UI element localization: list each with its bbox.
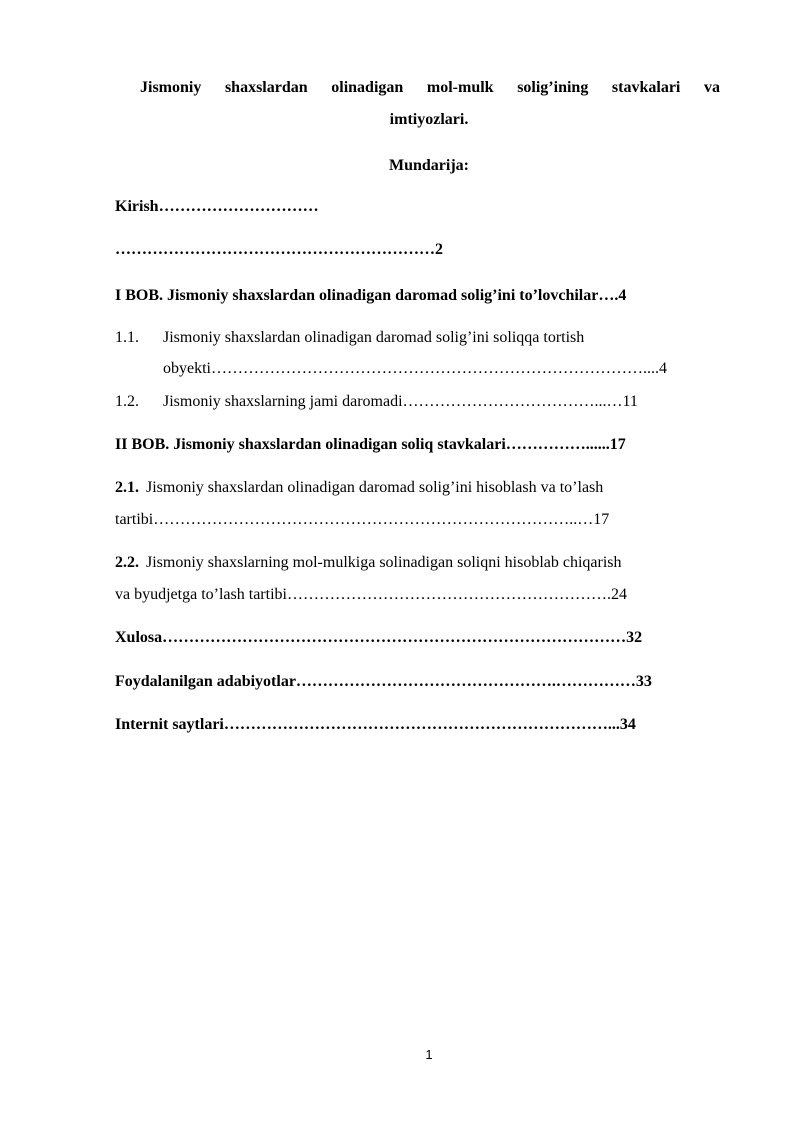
- toc-section-2-1-number: 2.1.: [115, 479, 139, 496]
- toc-section-1-2: Jismoniy shaxslarning jami daromadi………………………………...…11: [163, 393, 638, 410]
- toc-section-2-2-line-1: Jismoniy shaxslarning mol-mulkiga solinadigan soliqni hisoblab chiqarish: [146, 554, 622, 571]
- page-number: 1: [425, 1047, 433, 1062]
- document-title-line-1: Jismoniy shaxslardan olinadigan mol-mulk solig’ining stavkalari va: [140, 79, 720, 96]
- toc-section-1-1-line-2: obyekti………………………………………………………………………....4: [163, 360, 667, 377]
- toc-section-1-1-line-1: Jismoniy shaxslardan olinadigan daromad solig’ini soliqqa tortish: [163, 329, 585, 346]
- toc-kirish-page: ……………………………………………………2: [115, 241, 443, 258]
- toc-internet-saytlari: Internit saytlari………………………………………………………………...34: [115, 716, 636, 733]
- toc-foydalanilgan-adabiyotlar: Foydalanilgan adabiyotlar………………………………………….……………33: [115, 673, 652, 690]
- toc-section-2-2-number: 2.2.: [115, 554, 139, 571]
- toc-xulosa: Xulosa……………………………………………………………………………32: [115, 629, 643, 646]
- toc-section-2-1-line-2: tartibi……………………………………………………………………..…17: [115, 511, 610, 528]
- toc-kirish-label: Kirish…………………………: [115, 198, 319, 215]
- toc-chapter-2: II BOB. Jismoniy shaxslardan olinadigan soliq stavkalari……………......17: [115, 436, 626, 453]
- document-title-line-2: imtiyozlari.: [389, 111, 469, 128]
- toc-chapter-1: I BOB. Jismoniy shaxslardan olinadigan daromad solig’ini to’lovchilar….4: [115, 287, 627, 304]
- toc-section-1-2-number: 1.2.: [115, 393, 139, 410]
- toc-section-2-2-line-2: va byudjetga to’lash tartibi…………………………………………………….24: [115, 586, 627, 603]
- contents-heading: Mundarija:: [389, 157, 469, 174]
- toc-section-1-1-number: 1.1.: [115, 329, 139, 346]
- toc-section-2-1-line-1: Jismoniy shaxslardan olinadigan daromad solig’ini hisoblash va to’lash: [146, 479, 604, 496]
